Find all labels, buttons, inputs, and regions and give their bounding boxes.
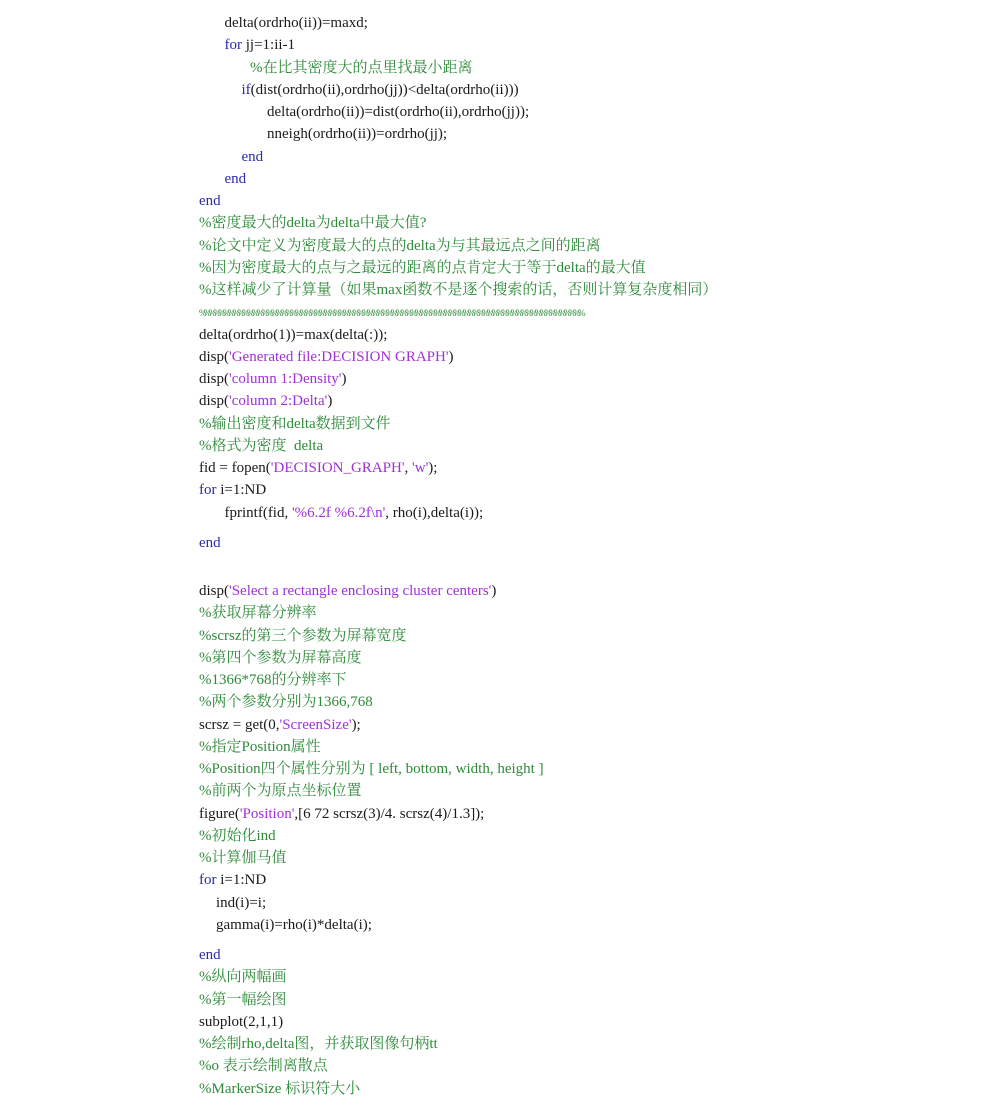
code-line <box>199 123 959 145</box>
code-line <box>199 257 959 279</box>
comment: %密度最大的delta为delta中最大值? <box>199 215 427 232</box>
code-line <box>199 235 959 257</box>
code-line <box>199 714 959 736</box>
code-text: ind(i)=i; <box>216 894 267 911</box>
code-text: gamma(i)=rho(i)*delta(i); <box>216 916 372 933</box>
string-literal: '%6.2f %6.2f\n' <box>291 504 386 521</box>
comment: %第一幅绘图 <box>199 991 287 1008</box>
string-literal: 'Position' <box>239 805 295 822</box>
code-line <box>199 989 959 1011</box>
comment: %o 表示绘制离散点 <box>199 1058 328 1075</box>
code-text: fprintf(fid, <box>224 504 292 521</box>
code-line <box>199 825 959 847</box>
string-literal: 'w' <box>412 460 429 476</box>
code-line <box>199 691 959 713</box>
code-line <box>199 647 959 669</box>
comment: %MarkerSize 标识符大小 <box>199 1080 361 1097</box>
code-text: disp( <box>199 348 229 365</box>
code-line <box>199 79 959 101</box>
code-text: delta(ordrho(ii))=dist(ordrho(ii),ordrho(jj)); <box>267 104 530 120</box>
comment: %绘制rho,delta图，并获取图像句柄tt <box>199 1036 438 1052</box>
keyword: end <box>199 534 221 551</box>
code-line <box>199 869 959 891</box>
code-text: ) <box>327 393 333 410</box>
string-literal: 'DECISION_GRAPH' <box>270 460 405 476</box>
keyword: end <box>199 193 221 209</box>
comment: %在比其密度大的点里找最小距离 <box>250 59 473 76</box>
keyword: for <box>224 37 242 54</box>
code-line <box>199 1011 959 1033</box>
code-line <box>199 892 959 914</box>
keyword: end <box>199 947 221 963</box>
comment: %论文中定义为密度最大的点的delta为与其最远点之间的距离 <box>199 237 601 254</box>
string-literal: 'ScreenSize' <box>279 716 352 733</box>
code-line <box>199 390 959 412</box>
comment: %第四个参数为屏幕高度 <box>199 649 362 666</box>
keyword: for <box>199 872 217 889</box>
code-text: nneigh(ordrho(ii))=ordrho(jj); <box>267 126 448 143</box>
comment: %Position四个属性分别为 [ left, bottom, width, height ] <box>199 761 544 777</box>
code-line <box>199 914 959 936</box>
code-text: (dist(ordrho(ii),ordrho(jj))<delta(ordrho(ii))) <box>250 81 519 98</box>
code-line <box>199 669 959 691</box>
keyword: end <box>224 170 247 187</box>
code-text: disp( <box>199 583 229 599</box>
code-line <box>199 847 959 869</box>
code-line <box>199 413 959 435</box>
code-text: fid = fopen( <box>199 460 271 476</box>
code-text: ); <box>351 716 361 733</box>
comment: %输出密度和delta数据到文件 <box>199 415 391 432</box>
code-line <box>199 736 959 758</box>
code-text: i=1:ND <box>216 872 267 889</box>
code-listing <box>199 12 959 1100</box>
code-text: subplot(2,1,1) <box>199 1013 284 1030</box>
code-line <box>199 435 959 457</box>
code-line <box>199 580 959 602</box>
comment: %计算伽马值 <box>199 850 287 866</box>
code-line <box>199 502 959 524</box>
code-line <box>199 1078 959 1100</box>
comment: %%%%%%%%%%%%%%%%%%%%%%%%%%%%%%%%%%%%%%%%%%%%%%%%%%%%%%%%%%%%%%%%%%%%%%%%%%%%%%%% <box>199 308 583 319</box>
code-line <box>199 944 959 966</box>
code-line <box>199 602 959 624</box>
comment: %1366*768的分辨率下 <box>199 672 347 688</box>
code-line <box>199 168 959 190</box>
code-line <box>199 532 959 554</box>
code-text: ); <box>428 460 438 476</box>
code-text: delta(ordrho(1))=max(delta(:)); <box>199 326 388 343</box>
comment-separator-line <box>199 301 959 323</box>
code-line <box>199 190 959 212</box>
comment: %获取屏幕分辨率 <box>199 605 317 622</box>
code-text: , <box>404 460 413 476</box>
code-line <box>199 479 959 501</box>
comment: %两个参数分别为1366,768 <box>199 694 373 711</box>
code-line <box>199 146 959 168</box>
code-text: ) <box>448 348 454 365</box>
code-text: delta(ordrho(ii))=maxd; <box>224 15 368 31</box>
comment: %格式为密度 delta <box>199 437 324 454</box>
code-text: , rho(i),delta(i)); <box>385 504 484 521</box>
code-line <box>199 625 959 647</box>
comment: %初始化ind <box>199 827 276 844</box>
string-literal: 'column 1:Density' <box>229 371 342 387</box>
keyword: end <box>241 148 264 165</box>
code-line <box>199 101 959 123</box>
code-line <box>199 803 959 825</box>
code-text: disp( <box>199 371 229 387</box>
code-line <box>199 966 959 988</box>
code-line <box>199 34 959 56</box>
string-literal: 'Select a rectangle enclosing cluster centers' <box>229 583 492 599</box>
code-line <box>199 279 959 301</box>
comment: %指定Position属性 <box>199 738 321 755</box>
string-literal: 'Generated file:DECISION GRAPH' <box>229 348 449 365</box>
code-line <box>199 368 959 390</box>
keyword: if <box>241 81 251 98</box>
code-text: i=1:ND <box>216 482 267 499</box>
code-line <box>199 457 959 479</box>
comment: %纵向两幅画 <box>199 969 287 986</box>
code-line <box>199 346 959 368</box>
code-line <box>199 780 959 802</box>
comment: %前两个为原点坐标位置 <box>199 783 362 800</box>
code-line <box>199 212 959 234</box>
comment: %这样减少了计算量（如果max函数不是逐个搜索的话，否则计算复杂度相同） <box>199 282 718 298</box>
code-text: ) <box>491 583 497 599</box>
code-line <box>199 324 959 346</box>
code-text: ,[6 72 scrsz(3)/4. scrsz(4)/1.3]); <box>294 805 485 822</box>
code-line <box>199 1033 959 1055</box>
code-text: disp( <box>199 393 229 410</box>
code-text: jj=1:ii-1 <box>242 37 296 54</box>
code-text: scrsz = get(0, <box>199 716 280 733</box>
comment: %scrsz的第三个参数为屏幕宽度 <box>199 627 407 644</box>
code-line <box>199 57 959 79</box>
code-line <box>199 12 959 34</box>
code-line <box>199 1055 959 1077</box>
code-line <box>199 758 959 780</box>
code-text: figure( <box>199 805 240 822</box>
keyword: for <box>199 482 217 499</box>
code-text: ) <box>341 371 347 387</box>
comment: %因为密度最大的点与之最远的距离的点肯定大于等于delta的最大值 <box>199 259 646 276</box>
string-literal: 'column 2:Delta' <box>229 393 328 410</box>
